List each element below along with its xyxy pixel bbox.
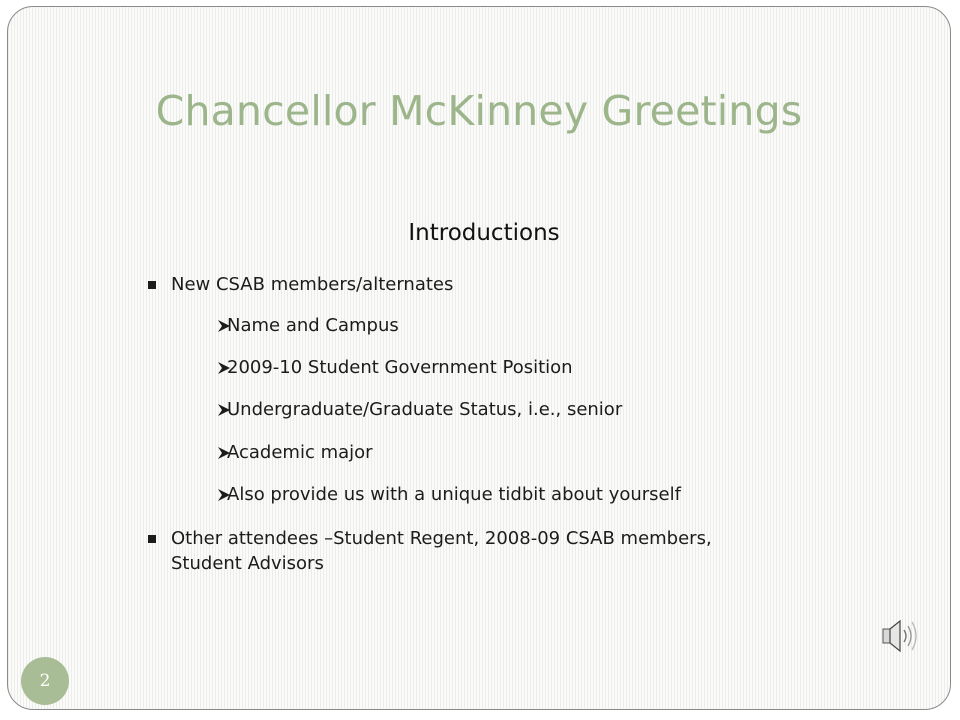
bullet-text-line1: Other attendees –Student Regent, 2008-09 CSAB members, — [171, 528, 712, 549]
sub-bullet-text: Undergraduate/Graduate Status, i.e., senior — [227, 399, 623, 420]
slide — [7, 6, 951, 710]
square-bullet-icon — [148, 535, 156, 543]
sub-bullet-text: Name and Campus — [227, 315, 399, 336]
slide-title: Chancellor McKinney Greetings — [155, 87, 803, 135]
speaker-icon[interactable] — [880, 618, 918, 654]
bullet-text-line2: Student Advisors — [171, 553, 324, 574]
sub-bullet-text: 2009-10 Student Government Position — [227, 357, 573, 378]
page-number-badge: 2 — [21, 657, 69, 705]
sub-bullet-text: Also provide us with a unique tidbit about yourself — [227, 484, 681, 505]
square-bullet-icon — [148, 281, 156, 289]
slide-subtitle: Introductions — [408, 220, 560, 246]
bullet-text: New CSAB members/alternates — [171, 274, 454, 295]
sub-bullet-text: Academic major — [227, 442, 373, 463]
